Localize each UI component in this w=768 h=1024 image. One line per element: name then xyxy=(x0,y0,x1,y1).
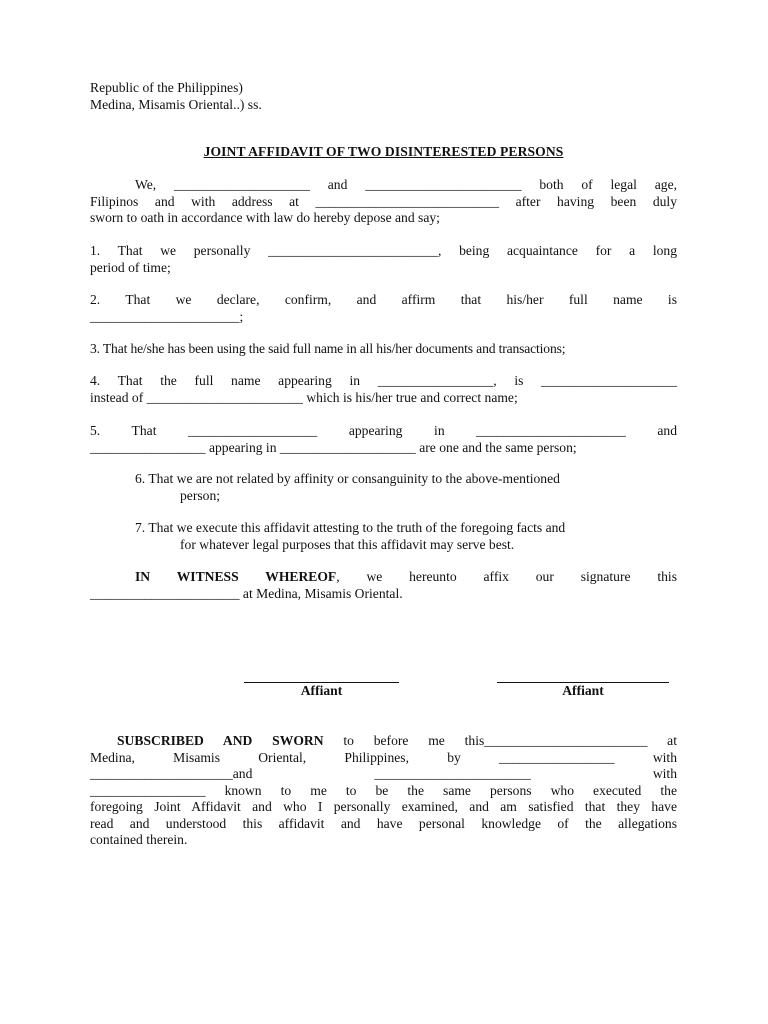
jurat-line-1 xyxy=(90,733,677,750)
venue-header xyxy=(90,80,677,113)
item-5-line-1: 5. That ___________________ appearing in ______________________ and xyxy=(90,423,677,438)
venue-line-1: Republic of the Philippines) xyxy=(90,80,243,95)
jurat-paragraph xyxy=(90,733,677,849)
item-2-line-2: ______________________; xyxy=(90,308,244,324)
item-4-line-2: instead of _______________________ which is his/her true and correct name; xyxy=(90,389,518,405)
witness-line-1-text: , we hereunto affix our signature this xyxy=(336,569,677,584)
affiant-label-right: Affiant xyxy=(562,683,604,698)
item-3 xyxy=(90,341,677,358)
jurat-line-1-text: to before me this________________________ at xyxy=(323,733,677,748)
jurat-line-6: read and understood this affidavit and have personal knowledge of the allegations xyxy=(90,815,677,831)
venue-line-2: Medina, Misamis Oriental..) ss. xyxy=(90,96,262,112)
jurat-line-5: foregoing Joint Affidavit and who I personally examined, and am satisfied that they have xyxy=(90,799,677,814)
item-4 xyxy=(90,373,677,406)
affiant-label-left: Affiant xyxy=(300,683,343,698)
jurat-heading: SUBSCRIBED AND SWORN xyxy=(117,733,324,748)
item-7-line-2: for whatever legal purposes that this affidavit may serve best. xyxy=(180,536,515,552)
witness-line-1 xyxy=(90,569,677,586)
item-7-line-1: 7. That we execute this affidavit attesting to the truth of the foregoing facts and xyxy=(135,520,566,535)
item-2-line-1: 2. That we declare, confirm, and affirm that his/her full name is xyxy=(90,292,677,307)
item-4-line-1: 4. That the full name appearing in _________________, is ____________________ xyxy=(90,373,677,388)
item-7 xyxy=(90,520,677,553)
intro-paragraph xyxy=(90,177,677,227)
item-6-line-2: person; xyxy=(180,487,221,503)
item-1-line-1: 1. That we personally _________________________, being acquaintance for a long xyxy=(90,243,677,258)
intro-line-3: sworn to oath in accordance with law do hereby depose and say; xyxy=(90,210,440,225)
item-5-line-2: _________________ appearing in ____________________ are one and the same person; xyxy=(90,439,577,455)
affiant-signature-left xyxy=(244,682,399,699)
jurat-line-7: contained therein. xyxy=(90,832,188,847)
item-6-line-1: 6. That we are not related by affinity or consanguinity to the above-mentioned xyxy=(135,471,560,486)
intro-line-2: Filipinos and with address at ___________________________ after having been duly xyxy=(90,193,677,209)
document-title: JOINT AFFIDAVIT OF TWO DISINTERESTED PERSONS xyxy=(203,144,564,159)
item-2 xyxy=(90,292,677,325)
item-5 xyxy=(90,423,677,456)
jurat-line-2: Medina, Misamis Oriental, Philippines, by _________________ with xyxy=(90,749,677,765)
witness-heading: IN WITNESS WHEREOF xyxy=(135,569,337,584)
witness-paragraph xyxy=(90,569,677,602)
affiant-signature-right xyxy=(497,682,669,699)
item-6 xyxy=(90,471,677,504)
jurat-line-3: _____________________and _______________________ with xyxy=(90,766,677,781)
item-1 xyxy=(90,243,677,276)
intro-line-1: We, ____________________ and _______________________ both of legal age, xyxy=(135,177,677,192)
jurat-line-4: _________________ known to me to be the same persons who executed the xyxy=(90,782,677,798)
item-3-line-1: 3. That he/she has been using the said full name in all his/her documents and transactions; xyxy=(90,341,566,356)
item-1-line-2: period of time; xyxy=(90,259,171,275)
witness-line-2: ______________________ at Medina, Misamis Oriental. xyxy=(90,585,403,601)
